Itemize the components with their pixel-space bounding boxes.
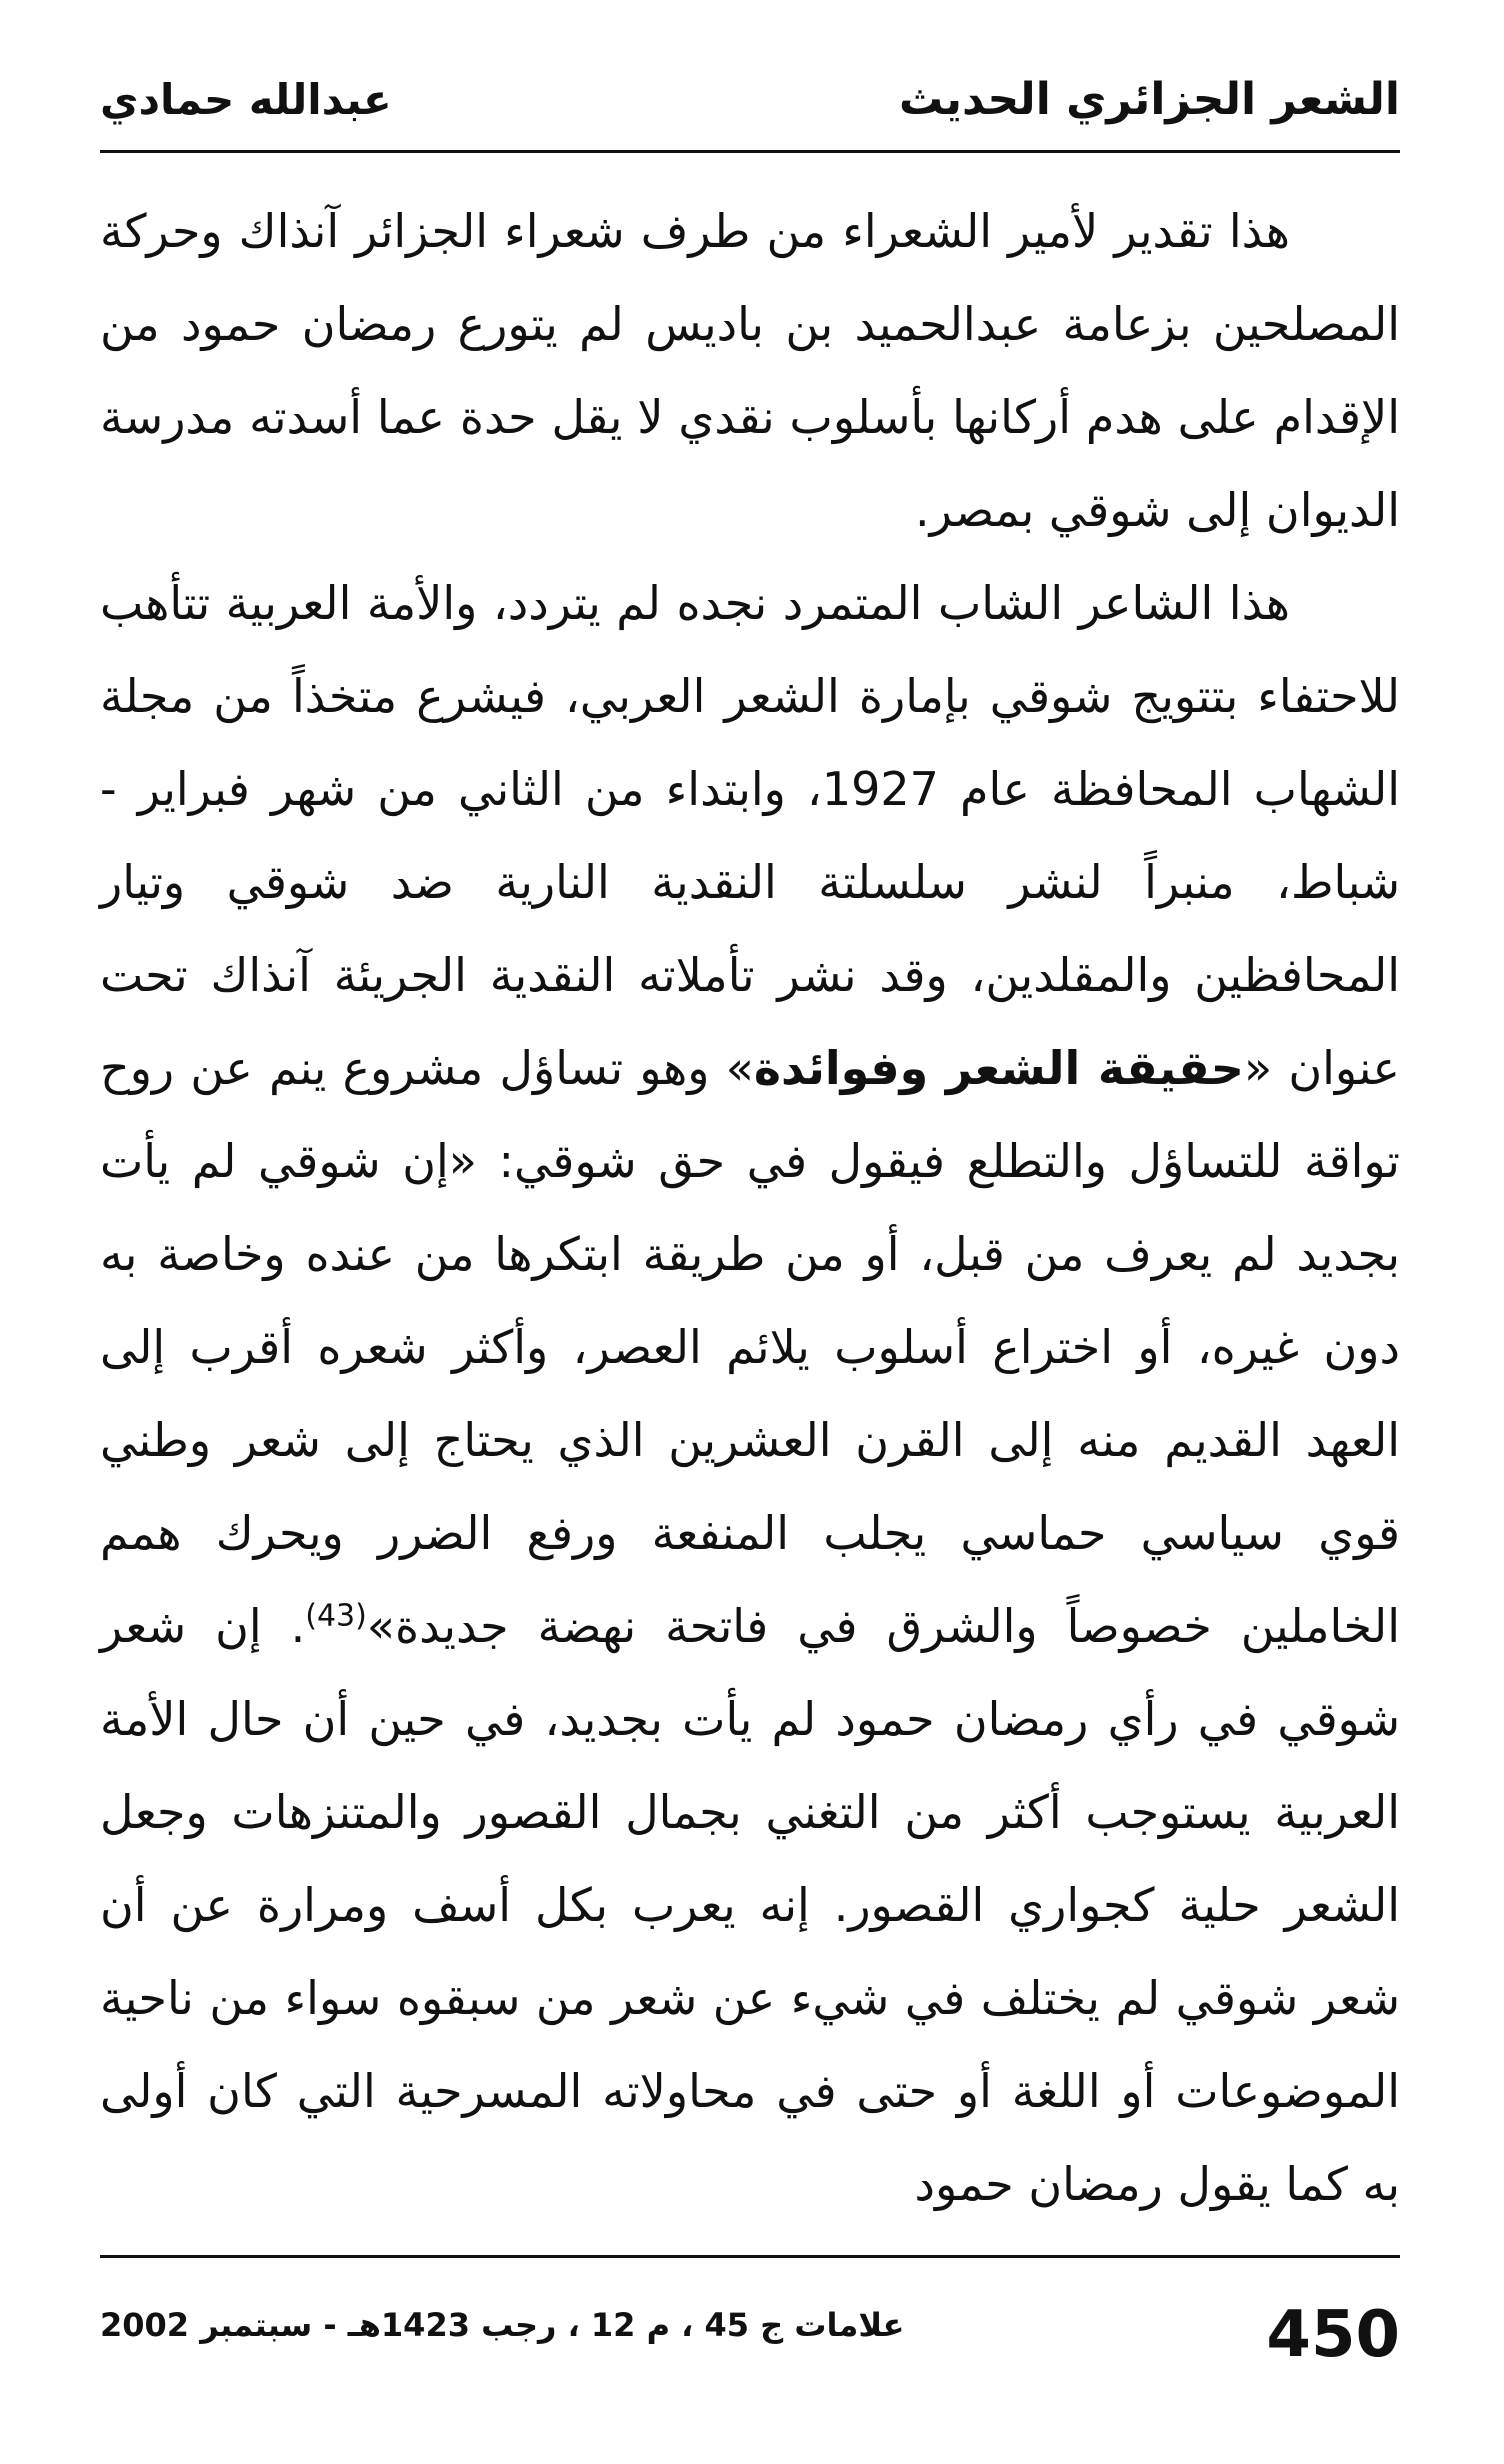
paragraph-1: هذا تقدير لأمير الشعراء من طرف شعراء الجزائر آنذاك وحركة المصلحين بزعامة عبدالحميد بن باديس لم يتورع رمضان حمود من الإقدام على هدم أركانها بأسلوب نقدي لا يقل حدة عما أسدته مدرسة الديوان إلى شوقي بمصر. (100, 204, 1400, 537)
journal-citation: علامات ج 45 ، م 12 ، رجب 1423هـ - سبتمبر 2002 (100, 2306, 905, 2344)
paragraph-2 (100, 557, 1400, 2231)
running-header-title: الشعر الجزائري الحديث (898, 74, 1400, 125)
body-text (100, 185, 1400, 2231)
footer-divider (100, 2255, 1400, 2258)
page-number: 450 (1266, 2298, 1400, 2372)
running-header (100, 60, 1400, 140)
article-title: حقيقة الشعر وفوائدة (753, 1041, 1244, 1095)
paragraph-2-text-c: . إن شعر شوقي في رأي رمضان حمود لم يأت بجديد، في حين أن حال الأمة العربية يستوجب أكثر من التغني بجمال القصور والمتنزهات وجعل الشعر حلية كجواري القصور. إنه يعرب بكل أسف ومرارة عن أن شعر شوقي لم يختلف في شيء عن شعر من سبقوه سواء من ناحية الموضوعات أو اللغة أو حتى في محاولاته المسرحية التي كان أولى به كما يقول رمضان حمود (100, 1599, 1400, 2211)
paragraph-2-text-b: » وهو تساؤل مشروع ينم عن روح تواقة للتساؤل والتطلع فيقول في حق شوقي: «إن شوقي لم يأت بجديد لم يعرف من قبل، أو من طريقة ابتكرها من عنده وخاصة به دون غيره، أو اختراع أسلوب يلائم العصر، وأكثر شعره أقرب إلى العهد القديم منه إلى القرن العشرين الذي يحتاج إلى شعر وطني قوي سياسي حماسي يجلب المنفعة ورفع الضرر ويحرك همم الخاملين خصوصاً والشرق في فاتحة نهضة جديدة» (100, 1041, 1400, 1653)
header-divider (100, 150, 1400, 153)
paragraph-2-text-a: هذا الشاعر الشاب المتمرد نجده لم يتردد، والأمة العربية تتأهب للاحتفاء بتتويج شوقي بإمارة الشعر العربي، فيشرع متخذاً من مجلة الشهاب المحافظة عام 1927، وابتداء من الثاني من شهر فبراير - شباط، منبراً لنشر سلسلتة النقدية النارية ضد شوقي وتيار المحافظين والمقلدين، وقد نشر تأملاته النقدية الجريئة آنذاك تحت عنوان « (100, 576, 1401, 1095)
running-header-author: عبدالله حمادي (100, 75, 392, 124)
footnote-marker: (43) (305, 1598, 367, 1634)
page-footer (100, 2280, 1400, 2390)
